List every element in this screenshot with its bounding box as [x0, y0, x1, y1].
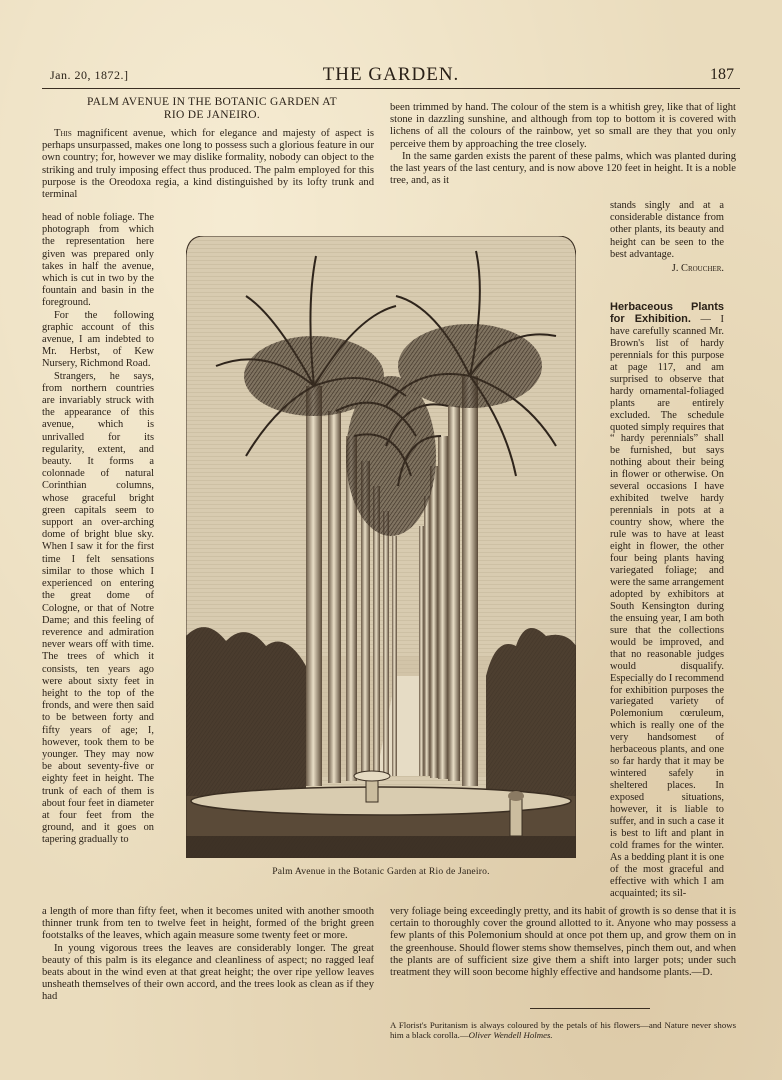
intro-lead-word: This	[54, 128, 72, 139]
magazine-title: THE GARDEN.	[322, 64, 460, 85]
issue-date: Jan. 20, 1872.]	[50, 68, 129, 82]
figure-caption: Palm Avenue in the Botanic Garden at Rio de Janeiro.	[272, 866, 490, 877]
paragraph: a length of more than fifty feet, when it becomes united with another smooth thinner trunk from ten to twelve feet in height, formed of the bright green footstalks of the leaves, which again measure some twenty feet or more.	[42, 906, 374, 942]
article-title-line1: PALM AVENUE IN THE BOTANIC GARDEN AT	[87, 96, 337, 108]
paragraph: For the following graphic account of this avenue, I am indebted to Mr. Herbst, of Kew Nursery, Richmond Road.	[42, 309, 154, 370]
quote-author: Oliver Wendell Holmes.	[468, 1030, 553, 1040]
running-head	[42, 62, 740, 89]
right-narrow-column	[610, 200, 724, 275]
author-signature: J. Croucher.	[671, 263, 724, 275]
paragraph: In the same garden exists the parent of these palms, which was planted during the last years of the last century, and is now above 120 feet in height. It is a noble tree, and, as it	[390, 150, 736, 187]
article-title	[42, 96, 382, 122]
paragraph: Strangers, he says, from northern countries are invariably struck with the appearance of this avenue, which is unrivalled for its regularity, extent, and beauty. It forms a colonnade of natural Corinthian columns, whose graceful bright green capitals seem to support an over-arching dome of bright blue sky. When I saw it for the first time I felt sensations similar to those which I experienced on entering the great dome of Cologne, or that of Notre Dame; and this feeling of reverence and admiration never wears off with time. The trees of which it consists, ten years ago were about sixty feet in height to the top of the fronds, and were then said to be between forty and fifty years of age; I, however, took them to be younger. They may now be about seventy-five or eighty feet in height. The trunk of each of them is about four feet in diameter at four feet from the ground, and it goes on tapering gradually to	[42, 370, 154, 846]
paragraph: been trimmed by hand. The colour of the stem is a whitish grey, like that of light stone in dazzling sunshine, and although from top to bottom it is covered with lichens of all the colours of the rainbow, yet so small are they that you only perceive them by approaching the tree closely.	[390, 102, 736, 150]
right-top-column	[390, 102, 736, 187]
divider	[530, 1008, 650, 1009]
article2-bottom-column	[390, 906, 736, 979]
bottom-left-column	[42, 906, 374, 1004]
article-title-line2: RIO DE JANEIRO.	[163, 109, 261, 121]
paragraph: head of noble foliage. The photograph from which the representation here given was prepared only takes in half the avenue, which is cut in two by the fountain and basin in the foreground.	[42, 212, 154, 309]
intro-text: magnificent avenue, which for elegance and majesty of aspect is perhaps unsurpassed, makes one long to possess such a glorious feature in our own country; for, however we may dislike formality, nobody can object to the striking and truly imposing effect thus produced. The palm employed for this purpose is the Oreodoxa regia, a kind distinguished by its lofty trunk and terminal	[42, 128, 374, 201]
paragraph: very foliage being exceedingly pretty, and its habit of growth is so dense that it is certain to thoroughly cover the ground allotted to it. Anyone who may possess a few plants of this Polemonium should at once pot them up, and grow them on in the greenhouse. Should flower stems show themselves, pinch them out, and when the plants are of sufficient size give them a shift into larger pots; under such treatment they will soon become highly effective and handsome plants.—D.	[390, 906, 736, 979]
quote-text: A Florist's Puritanism is always coloured by the petals of his flowers—and Nature never shows him a black corolla.—	[390, 1020, 736, 1040]
article2-body: I have carefully scanned Mr. Brown's list of hardy perennials for this purpose at page 117, and am surprised to observe that hardy ornamental-foliaged plants are entirely excluded. The schedule quoted simply requires that “ hardy perennials” shall be furnished, but says nothing about their being in flower or otherwise. On several occasions I have exhibited twelve hardy perennials in pots at a country show, where the rule was to have at least eight in flower, the other four being plants having variegated foliage; and were the same arrangement adopted by exhibitors at South Kensington during the ensuing year, I am both sure that the collections would be improved, and that no reasonable judges would disqualify. Especially do I recommend for exhibition purposes the variegated variety of Polemonium cœruleum, which is really one of the very handsomest of herbaceous plants, and one so far hardy that it may be wintered safely in sheltered places. In exposed situations, however, it is liable to suffer, and in such a case it is best to lift and plant in cold frames for the winter. As a bedding plant it is one of the most graceful and effective with which I am acquainted; its sil-	[610, 313, 724, 899]
article2-narrow-column	[610, 302, 724, 900]
article-intro	[42, 128, 374, 201]
paragraph: In young vigorous trees the leaves are considerably longer. The great beauty of this palm is its elegance and cleanliness of aspect; no ragged leaf beats about in the wind even at that great height; the over ripe yellow leaves unsheath themselves of their own accord, and the trees look as clean as if they had	[42, 942, 374, 1003]
heading-dash: —	[690, 313, 721, 325]
left-narrow-column	[42, 212, 154, 847]
epigraph-quote	[390, 1020, 736, 1040]
paragraph: stands singly and at a considerable distance from other plants, its beauty and height can be seen to the best advantage.	[610, 200, 724, 260]
page-number: 187	[710, 66, 734, 83]
engraving-illustration	[186, 236, 576, 858]
palm-avenue-engraving	[186, 236, 576, 858]
article2-heading: Herbaceous Plants for Exhibition.	[610, 301, 724, 325]
